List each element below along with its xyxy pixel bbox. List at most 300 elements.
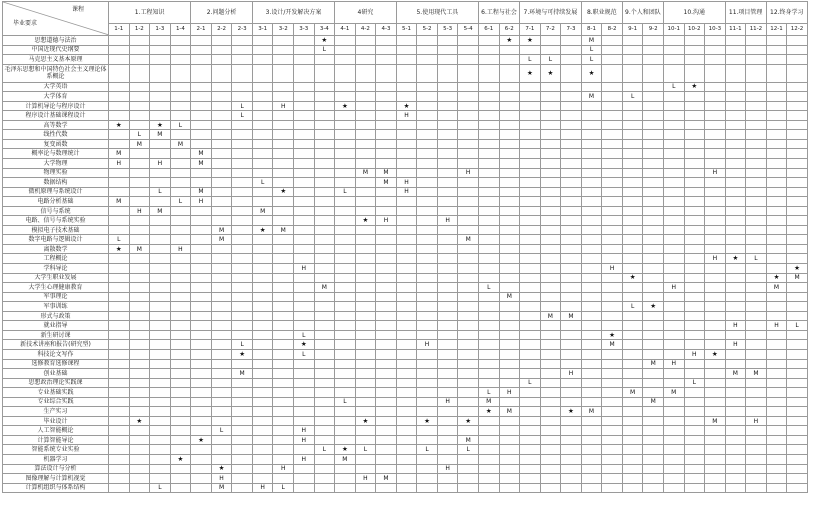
empty-cell <box>684 130 705 140</box>
empty-cell <box>520 407 541 417</box>
empty-cell <box>705 178 726 188</box>
empty-cell <box>417 120 438 130</box>
empty-cell <box>191 264 212 274</box>
empty-cell <box>787 254 808 264</box>
empty-cell <box>746 178 767 188</box>
empty-cell <box>458 464 479 474</box>
empty-cell <box>150 397 171 407</box>
empty-cell <box>684 483 705 493</box>
empty-cell <box>355 426 376 436</box>
empty-cell <box>355 340 376 350</box>
empty-cell <box>746 359 767 369</box>
empty-cell <box>520 159 541 169</box>
empty-cell <box>663 111 684 121</box>
empty-cell <box>499 474 520 484</box>
empty-cell <box>725 311 746 321</box>
indicator-header-5-2: 5-2 <box>417 24 438 36</box>
course-row <box>3 55 808 65</box>
empty-cell <box>273 36 294 46</box>
empty-cell <box>129 254 150 264</box>
empty-cell <box>417 64 438 82</box>
empty-cell <box>663 92 684 102</box>
empty-cell <box>458 187 479 197</box>
empty-cell <box>129 82 150 92</box>
empty-cell <box>499 149 520 159</box>
empty-cell <box>396 264 417 274</box>
empty-cell <box>232 130 253 140</box>
empty-cell <box>376 435 397 445</box>
empty-cell <box>294 197 315 207</box>
empty-cell <box>705 426 726 436</box>
empty-cell <box>252 92 273 102</box>
empty-cell <box>602 244 623 254</box>
empty-cell <box>663 474 684 484</box>
support-mark-11-2: M <box>746 369 767 379</box>
empty-cell <box>417 225 438 235</box>
empty-cell <box>437 130 458 140</box>
empty-cell <box>684 244 705 254</box>
empty-cell <box>561 64 582 82</box>
empty-cell <box>581 416 602 426</box>
empty-cell <box>725 273 746 283</box>
empty-cell <box>766 388 787 398</box>
empty-cell <box>191 445 212 455</box>
empty-cell <box>766 139 787 149</box>
empty-cell <box>766 264 787 274</box>
empty-cell <box>191 283 212 293</box>
course-name: 大学体育 <box>3 92 109 102</box>
support-mark-2-2: L <box>211 426 232 436</box>
course-name: 创业基础 <box>3 369 109 379</box>
empty-cell <box>211 244 232 254</box>
indicator-header-8-2: 8-2 <box>602 24 623 36</box>
empty-cell <box>705 235 726 245</box>
empty-cell <box>520 264 541 274</box>
empty-cell <box>643 197 664 207</box>
empty-cell <box>561 92 582 102</box>
empty-cell <box>602 292 623 302</box>
course-name: 科技论文写作 <box>3 349 109 359</box>
empty-cell <box>622 359 643 369</box>
empty-cell <box>684 474 705 484</box>
empty-cell <box>396 292 417 302</box>
empty-cell <box>725 454 746 464</box>
support-mark-1-3: M <box>150 206 171 216</box>
empty-cell <box>520 302 541 312</box>
empty-cell <box>294 359 315 369</box>
empty-cell <box>335 378 356 388</box>
support-mark-2-2: M <box>211 483 232 493</box>
empty-cell <box>252 311 273 321</box>
course-row <box>3 197 808 207</box>
support-mark-6-2: H <box>499 388 520 398</box>
empty-cell <box>458 216 479 226</box>
empty-cell <box>725 292 746 302</box>
empty-cell <box>211 149 232 159</box>
course-row <box>3 235 808 245</box>
empty-cell <box>335 407 356 417</box>
empty-cell <box>622 397 643 407</box>
empty-cell <box>150 111 171 121</box>
empty-cell <box>520 139 541 149</box>
empty-cell <box>581 216 602 226</box>
empty-cell <box>787 55 808 65</box>
empty-cell <box>376 369 397 379</box>
empty-cell <box>335 302 356 312</box>
empty-cell <box>150 416 171 426</box>
empty-cell <box>396 302 417 312</box>
requirement-group-header: 8.职业规范 <box>581 2 622 24</box>
empty-cell <box>273 340 294 350</box>
empty-cell <box>150 101 171 111</box>
empty-cell <box>273 273 294 283</box>
empty-cell <box>643 92 664 102</box>
empty-cell <box>191 101 212 111</box>
indicator-header-9-2: 9-2 <box>643 24 664 36</box>
empty-cell <box>109 445 130 455</box>
empty-cell <box>746 82 767 92</box>
empty-cell <box>396 168 417 178</box>
empty-cell <box>622 120 643 130</box>
empty-cell <box>540 82 561 92</box>
empty-cell <box>355 311 376 321</box>
empty-cell <box>540 159 561 169</box>
requirement-group-header: 7.环境与可持续发展 <box>520 2 582 24</box>
empty-cell <box>417 397 438 407</box>
empty-cell <box>109 225 130 235</box>
support-mark-2-1: M <box>191 187 212 197</box>
empty-cell <box>191 206 212 216</box>
empty-cell <box>684 206 705 216</box>
course-row <box>3 206 808 216</box>
empty-cell <box>684 283 705 293</box>
support-mark-7-3: H <box>561 369 582 379</box>
empty-cell <box>417 130 438 140</box>
empty-cell <box>663 311 684 321</box>
empty-cell <box>478 235 499 245</box>
empty-cell <box>622 187 643 197</box>
empty-cell <box>252 445 273 455</box>
empty-cell <box>417 168 438 178</box>
course-row <box>3 292 808 302</box>
empty-cell <box>602 55 623 65</box>
empty-cell <box>746 474 767 484</box>
indicator-header-7-2: 7-2 <box>540 24 561 36</box>
empty-cell <box>602 45 623 55</box>
course-row <box>3 369 808 379</box>
empty-cell <box>252 388 273 398</box>
course-name: 选修教育选修课程 <box>3 359 109 369</box>
empty-cell <box>499 216 520 226</box>
empty-cell <box>129 474 150 484</box>
support-mark-1-1: M <box>109 149 130 159</box>
empty-cell <box>335 225 356 235</box>
support-mark-7-2: L <box>540 55 561 65</box>
empty-cell <box>746 36 767 46</box>
empty-cell <box>499 101 520 111</box>
support-mark-5-1: ★ <box>396 101 417 111</box>
empty-cell <box>520 225 541 235</box>
empty-cell <box>643 321 664 331</box>
empty-cell <box>314 359 335 369</box>
support-mark-5-2: L <box>417 445 438 455</box>
empty-cell <box>335 340 356 350</box>
empty-cell <box>458 321 479 331</box>
empty-cell <box>520 149 541 159</box>
empty-cell <box>109 283 130 293</box>
support-mark-5-3: H <box>437 464 458 474</box>
empty-cell <box>294 82 315 92</box>
empty-cell <box>622 254 643 264</box>
empty-cell <box>396 225 417 235</box>
empty-cell <box>294 388 315 398</box>
empty-cell <box>252 340 273 350</box>
empty-cell <box>314 111 335 121</box>
empty-cell <box>252 435 273 445</box>
empty-cell <box>150 454 171 464</box>
empty-cell <box>520 187 541 197</box>
support-mark-2-1: H <box>191 197 212 207</box>
empty-cell <box>355 82 376 92</box>
empty-cell <box>314 216 335 226</box>
empty-cell <box>663 64 684 82</box>
empty-cell <box>540 264 561 274</box>
empty-cell <box>335 45 356 55</box>
empty-cell <box>417 321 438 331</box>
empty-cell <box>252 397 273 407</box>
course-row <box>3 311 808 321</box>
empty-cell <box>170 426 191 436</box>
empty-cell <box>725 302 746 312</box>
empty-cell <box>335 359 356 369</box>
empty-cell <box>540 340 561 350</box>
empty-cell <box>643 369 664 379</box>
support-mark-3-2: ★ <box>273 187 294 197</box>
empty-cell <box>705 321 726 331</box>
support-mark-10-1: H <box>663 359 684 369</box>
empty-cell <box>705 216 726 226</box>
empty-cell <box>787 36 808 46</box>
empty-cell <box>787 92 808 102</box>
empty-cell <box>643 36 664 46</box>
empty-cell <box>273 130 294 140</box>
empty-cell <box>417 92 438 102</box>
course-name: 专业基础实践 <box>3 388 109 398</box>
empty-cell <box>725 397 746 407</box>
empty-cell <box>232 197 253 207</box>
empty-cell <box>520 340 541 350</box>
empty-cell <box>150 216 171 226</box>
course-row <box>3 254 808 264</box>
empty-cell <box>766 426 787 436</box>
empty-cell <box>335 235 356 245</box>
empty-cell <box>561 197 582 207</box>
empty-cell <box>540 454 561 464</box>
empty-cell <box>684 397 705 407</box>
empty-cell <box>458 130 479 140</box>
support-mark-11-2: H <box>746 416 767 426</box>
empty-cell <box>458 474 479 484</box>
support-mark-1-3: H <box>150 159 171 169</box>
support-mark-6-1: ★ <box>478 407 499 417</box>
empty-cell <box>478 206 499 216</box>
empty-cell <box>458 349 479 359</box>
empty-cell <box>232 168 253 178</box>
empty-cell <box>170 474 191 484</box>
empty-cell <box>437 349 458 359</box>
empty-cell <box>150 36 171 46</box>
empty-cell <box>396 55 417 65</box>
empty-cell <box>540 120 561 130</box>
support-mark-11-2: L <box>746 254 767 264</box>
empty-cell <box>376 149 397 159</box>
empty-cell <box>396 36 417 46</box>
empty-cell <box>191 244 212 254</box>
empty-cell <box>684 159 705 169</box>
empty-cell <box>109 45 130 55</box>
empty-cell <box>499 225 520 235</box>
empty-cell <box>458 397 479 407</box>
empty-cell <box>499 206 520 216</box>
empty-cell <box>314 264 335 274</box>
empty-cell <box>478 197 499 207</box>
empty-cell <box>437 36 458 46</box>
empty-cell <box>109 388 130 398</box>
empty-cell <box>396 254 417 264</box>
empty-cell <box>191 130 212 140</box>
empty-cell <box>663 330 684 340</box>
support-mark-3-3: H <box>294 426 315 436</box>
empty-cell <box>499 254 520 264</box>
empty-cell <box>335 292 356 302</box>
empty-cell <box>643 254 664 264</box>
support-mark-1-2: M <box>129 139 150 149</box>
empty-cell <box>211 178 232 188</box>
empty-cell <box>581 254 602 264</box>
empty-cell <box>314 130 335 140</box>
empty-cell <box>170 435 191 445</box>
empty-cell <box>191 330 212 340</box>
empty-cell <box>520 321 541 331</box>
empty-cell <box>499 445 520 455</box>
empty-cell <box>643 64 664 82</box>
empty-cell <box>437 435 458 445</box>
empty-cell <box>540 445 561 455</box>
empty-cell <box>129 92 150 102</box>
empty-cell <box>417 111 438 121</box>
empty-cell <box>663 45 684 55</box>
empty-cell <box>499 92 520 102</box>
empty-cell <box>540 435 561 445</box>
support-mark-1-3: ★ <box>150 120 171 130</box>
empty-cell <box>725 187 746 197</box>
empty-cell <box>150 388 171 398</box>
support-mark-1-1: L <box>109 235 130 245</box>
empty-cell <box>417 454 438 464</box>
support-mark-3-2: M <box>273 225 294 235</box>
course-row <box>3 283 808 293</box>
empty-cell <box>294 225 315 235</box>
empty-cell <box>252 130 273 140</box>
course-row <box>3 120 808 130</box>
empty-cell <box>540 388 561 398</box>
empty-cell <box>129 187 150 197</box>
empty-cell <box>520 445 541 455</box>
empty-cell <box>561 330 582 340</box>
empty-cell <box>540 464 561 474</box>
indicator-header-9-1: 9-1 <box>622 24 643 36</box>
empty-cell <box>684 454 705 464</box>
empty-cell <box>561 426 582 436</box>
empty-cell <box>109 206 130 216</box>
empty-cell <box>109 321 130 331</box>
empty-cell <box>252 36 273 46</box>
empty-cell <box>211 264 232 274</box>
empty-cell <box>417 235 438 245</box>
empty-cell <box>478 159 499 169</box>
empty-cell <box>663 206 684 216</box>
empty-cell <box>520 292 541 302</box>
empty-cell <box>602 159 623 169</box>
support-mark-3-4: ★ <box>314 36 335 46</box>
course-name: 形式与政策 <box>3 311 109 321</box>
empty-cell <box>232 426 253 436</box>
empty-cell <box>581 101 602 111</box>
empty-cell <box>170 445 191 455</box>
empty-cell <box>294 244 315 254</box>
empty-cell <box>643 178 664 188</box>
empty-cell <box>746 302 767 312</box>
empty-cell <box>499 45 520 55</box>
empty-cell <box>540 139 561 149</box>
empty-cell <box>478 378 499 388</box>
empty-cell <box>437 178 458 188</box>
empty-cell <box>396 273 417 283</box>
empty-cell <box>355 435 376 445</box>
empty-cell <box>170 254 191 264</box>
empty-cell <box>232 216 253 226</box>
course-row <box>3 64 808 82</box>
empty-cell <box>561 235 582 245</box>
empty-cell <box>746 197 767 207</box>
empty-cell <box>663 225 684 235</box>
empty-cell <box>252 168 273 178</box>
empty-cell <box>211 139 232 149</box>
empty-cell <box>252 216 273 226</box>
empty-cell <box>191 92 212 102</box>
empty-cell <box>273 244 294 254</box>
empty-cell <box>273 216 294 226</box>
empty-cell <box>232 311 253 321</box>
empty-cell <box>684 101 705 111</box>
empty-cell <box>273 407 294 417</box>
support-mark-8-1: M <box>581 407 602 417</box>
empty-cell <box>602 407 623 417</box>
empty-cell <box>540 111 561 121</box>
empty-cell <box>376 206 397 216</box>
indicator-header-2-1: 2-1 <box>191 24 212 36</box>
empty-cell <box>376 187 397 197</box>
empty-cell <box>478 225 499 235</box>
empty-cell <box>766 64 787 82</box>
empty-cell <box>581 206 602 216</box>
support-mark-3-3: L <box>294 349 315 359</box>
empty-cell <box>581 159 602 169</box>
empty-cell <box>520 397 541 407</box>
empty-cell <box>396 330 417 340</box>
empty-cell <box>684 92 705 102</box>
indicator-header-4-1: 4-1 <box>335 24 356 36</box>
